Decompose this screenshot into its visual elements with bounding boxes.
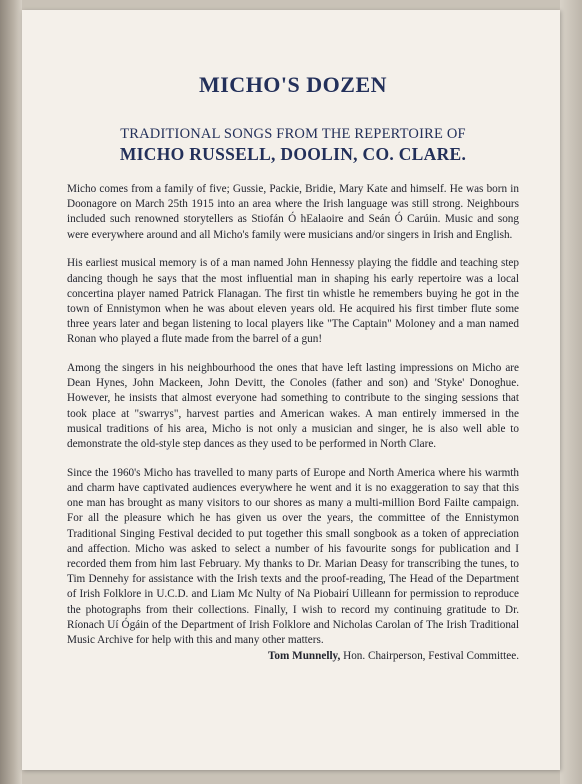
- paragraph-musical-memory: His earliest musical memory is of a man named John Hennessy playing the fiddle and teaching step dancing though he says that the most influential man in shaping his early repertoire was a local concertina player named Patrick Flanagan. The first tin whistle he remembers buying he got in the town of Ennistymon when he was about eleven years old. He acquired his first timber flute some three years later and began listening to local players like "The Captain" Moloney and a man named Ronan who played a flute made from the barrel of a gun!: [67, 257, 519, 346]
- booklet-page: [22, 10, 560, 770]
- subtitle-line-2: MICHO RUSSELL, DOOLIN, CO. CLARE.: [119, 144, 467, 164]
- signature: [67, 649, 519, 664]
- page-title: MICHO'S DOZEN: [198, 72, 388, 97]
- paragraph-travels: Since the 1960's Micho has travelled to many parts of Europe and North America where his warmth and charm have captivated audiences everywhere he went and it is no exaggeration to say that this one man has brought as many visitors to our shores as many a multi-million Bord Failte campaign. For all the pleasure which he has given us over the years, the committee of the Ennistymon Traditional Singing Festival decided to put together this small songbook as a token of appreciation and affection. Micho was asked to select a number of his favourite songs for publication and I recorded them from him last February. My thanks to Dr. Marian Deasy for transcribing the tunes, to Tim Dennehy for assistance with the Irish texts and the proof-reading, The Head of the Department of Irish Folklore in U.C.D. and Liam Mc Nulty of Na Piobairí Uilleann for permission to reproduce the photographs from their collections. Finally, I wish to record my continuing gratitude to Dr. Ríonach Uí Ógáin of the Department of Irish Folklore and Nicholas Carolan of The Irish Traditional Music Archive for help with this and many other matters.: [67, 466, 519, 646]
- page-edge-shadow: [560, 0, 582, 784]
- paragraph-singers: Among the singers in his neighbourhood the ones that have left lasting impressions on Micho are Dean Hynes, John Mackeen, John Devitt, the Conoles (father and son) and 'Styke' Donoghue. However, he insists that almost everyone had something to contribute to the singing sessions that took place at "swarrys", harvest parties and American wakes. A man entirely immersed in the musical traditions of his area, Micho is not only a musician and singer, he is also well able to demonstrate the old-style step dances as they used to be performed in North Clare.: [67, 362, 519, 451]
- book-spine: [0, 0, 22, 784]
- signature-role: Hon. Chairperson, Festival Committee.: [340, 650, 519, 663]
- page-content: [67, 72, 519, 664]
- paragraph-family: Micho comes from a family of five; Gussie, Packie, Bridie, Mary Kate and himself. He was born in Doonagore on March 25th 1915 into an area where the Irish language was still strong. Neighbours included such renowned storytellers as Stiofán Ó hEalaoire and Seán Ó Carúin. Music and song were everywhere around and all Micho's family were musicians and/or singers in Irish and English.: [67, 183, 519, 241]
- subtitle-line-1: TRADITIONAL SONGS FROM THE REPERTOIRE OF: [120, 126, 466, 142]
- signature-name: Tom Munnelly,: [268, 650, 341, 663]
